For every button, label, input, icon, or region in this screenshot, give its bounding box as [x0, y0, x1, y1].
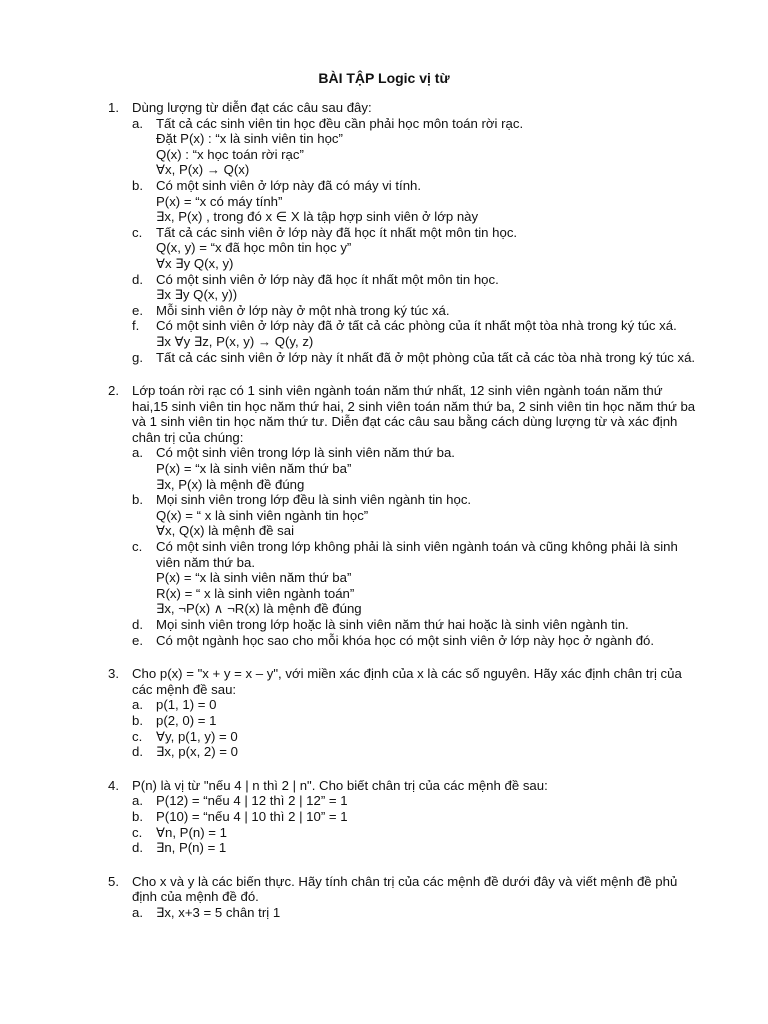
item-text: Tất cả các sinh viên ở lớp này đã học ít nhất một môn tin học.	[156, 224, 518, 240]
item-text: Mọi sinh viên trong lớp đều là sinh viên ngành tin học.	[156, 492, 472, 508]
sub-item	[0, 825, 768, 841]
item-letter: b.	[132, 808, 143, 824]
item-text: p(2, 0) = 1	[156, 712, 217, 728]
item-letter: g.	[132, 349, 143, 365]
item-letter: d.	[132, 617, 143, 632]
item-text: Có một sinh viên ở lớp này đã có máy vi tính.	[156, 177, 422, 193]
item-text: p(1, 1) = 0	[156, 697, 217, 713]
sub-item	[0, 617, 768, 633]
answer-line: P(x) = “x có máy tính”	[156, 193, 283, 209]
item-text: Mỗi sinh viên ở lớp này ở một nhà trong ký túc xá.	[156, 302, 450, 318]
item-letter: d.	[132, 840, 143, 856]
item-letter: a.	[132, 793, 143, 809]
sub-item	[0, 905, 768, 921]
sub-item	[0, 793, 768, 809]
question-1	[0, 100, 768, 365]
question-number: 4.	[108, 777, 119, 793]
answer-line: Q(x) : “x học toán rời rạc”	[156, 146, 304, 162]
item-text: Mọi sinh viên trong lớp hoặc là sinh viên năm thứ hai hoặc là sinh viên ngành tin.	[156, 617, 629, 632]
answer-line: ∀x ∃y Q(x, y)	[156, 255, 234, 271]
question-5	[0, 874, 768, 921]
question-2	[0, 383, 768, 648]
sub-item	[0, 697, 768, 713]
sub-item	[0, 318, 768, 334]
item-text: ∃x, x+3 = 5 chân trị 1	[156, 904, 281, 920]
page-title: BÀI TẬP Logic vị từ	[318, 70, 450, 86]
sub-item	[0, 729, 768, 745]
item-text: Tất cả các sinh viên tin học đều cần phải học môn toán rời rạc.	[156, 115, 524, 131]
answer-line: P(x) = “x là sinh viên năm thứ ba”	[156, 461, 352, 477]
answer-line: R(x) = “ x là sinh viên ngành toán”	[156, 585, 355, 601]
item-letter: e.	[132, 632, 143, 648]
item-letter: c.	[132, 824, 143, 840]
sub-item	[0, 350, 768, 366]
answer-line: ∃x ∃y Q(x, y))	[156, 287, 238, 303]
item-letter: c.	[132, 539, 143, 555]
sub-item	[0, 744, 768, 760]
sub-item	[0, 116, 768, 132]
answer-line: Q(x) = “ x là sinh viên ngành tin học”	[156, 507, 369, 523]
item-letter: a.	[132, 445, 143, 461]
sub-item	[0, 445, 768, 461]
answer-line: ∀x, Q(x) là mệnh đề sai	[156, 523, 295, 539]
question-text: P(n) là vị từ "nếu 4 | n thì 2 | n". Cho biết chân trị của các mệnh đề sau:	[132, 777, 548, 793]
item-text: Có một sinh viên ở lớp này đã học ít nhất một môn tin học.	[156, 271, 499, 287]
item-letter: b.	[132, 492, 143, 508]
item-text: ∀n, P(n) = 1	[156, 824, 227, 840]
question-text: Lớp toán rời rạc có 1 sinh viên ngành toán năm thứ nhất, 12 sinh viên ngành toán năm thứ hai,15 sinh viên tin học năm thứ hai, 2 sinh viên toán năm thứ ba, 2 sinh viên tin học năm thứ ba và 1 sinh viên tin học năm thứ tư. Diễn đạt các câu sau bằng cách dùng lượng từ và xác định chân trị của chúng:	[132, 383, 696, 445]
item-text: P(12) = “nếu 4 | 12 thì 2 | 12” = 1	[156, 793, 348, 809]
item-letter: a.	[132, 697, 143, 713]
item-text: ∀y, p(1, y) = 0	[156, 728, 238, 744]
item-text: ∃x, p(x, 2) = 0	[156, 744, 238, 760]
sub-item	[0, 225, 768, 241]
answer-line: ∃x, P(x) là mệnh đề đúng	[156, 476, 305, 492]
sub-item	[0, 272, 768, 288]
item-text: Có một sinh viên trong lớp không phải là sinh viên ngành toán và cũng không phải là sinh viên năm thứ ba.	[156, 539, 678, 570]
item-letter: a.	[132, 904, 143, 920]
item-text: Tất cả các sinh viên ở lớp này ít nhất đã ở một phòng của tất cả các tòa nhà trong ký túc xá.	[156, 349, 696, 365]
sub-item	[0, 178, 768, 194]
question-text: Cho x và y là các biến thực. Hãy tính chân trị của các mệnh đề dưới đây và viết mệnh đề phủ định của mệnh đề đó.	[132, 873, 678, 905]
question-text: Cho p(x) = "x + y = x – y", với miền xác định của x là các số nguyên. Hãy xác định chân trị của các mệnh đề sau:	[132, 666, 682, 697]
answer-line: ∃x, ¬P(x) ∧ ¬R(x) là mệnh đề đúng	[156, 601, 362, 617]
question-number: 2.	[108, 383, 119, 399]
question-number: 3.	[108, 666, 119, 682]
exercise-list	[0, 100, 768, 939]
item-letter: d.	[132, 271, 143, 287]
item-text: ∃n, P(n) = 1	[156, 840, 227, 856]
answer-line: Q(x, y) = “x đã học môn tin học y”	[156, 240, 352, 256]
item-letter: c.	[132, 728, 143, 744]
item-letter: b.	[132, 177, 143, 193]
question-number: 5.	[108, 873, 119, 889]
sub-item	[0, 303, 768, 319]
item-text: Có một ngành học sao cho mỗi khóa học có một sinh viên ở lớp này học ở ngành đó.	[156, 632, 655, 648]
question-text: Dùng lượng từ diễn đạt các câu sau đây:	[132, 100, 372, 115]
item-letter: c.	[132, 224, 143, 240]
question-3	[0, 666, 768, 760]
item-letter: e.	[132, 302, 143, 318]
answer-line: P(x) = “x là sinh viên năm thứ ba”	[156, 570, 352, 586]
sub-item	[0, 633, 768, 649]
answer-line: ∃x ∀y ∃z, P(x, y) → Q(y, z)	[156, 333, 314, 349]
sub-item	[0, 539, 768, 570]
answer-line: ∃x, P(x) , trong đó x ∈ X là tập hợp sinh viên ở lớp này	[156, 209, 479, 225]
sub-item	[0, 713, 768, 729]
question-number: 1.	[108, 100, 119, 115]
sub-item	[0, 840, 768, 856]
sub-item	[0, 809, 768, 825]
item-letter: a.	[132, 115, 143, 131]
item-letter: b.	[132, 712, 143, 728]
sub-item	[0, 492, 768, 508]
answer-line: ∀x, P(x) → Q(x)	[156, 162, 250, 178]
question-4	[0, 778, 768, 856]
item-letter: d.	[132, 744, 143, 760]
item-letter: f.	[132, 318, 140, 334]
item-text: P(10) = “nếu 4 | 10 thì 2 | 10” = 1	[156, 808, 348, 824]
item-text: Có một sinh viên ở lớp này đã ở tất cả các phòng của ít nhất một tòa nhà trong ký túc xá.	[156, 318, 677, 334]
answer-line: Đặt P(x) : “x là sinh viên tin học”	[156, 131, 343, 147]
item-text: Có một sinh viên trong lớp là sinh viên năm thứ ba.	[156, 445, 455, 461]
